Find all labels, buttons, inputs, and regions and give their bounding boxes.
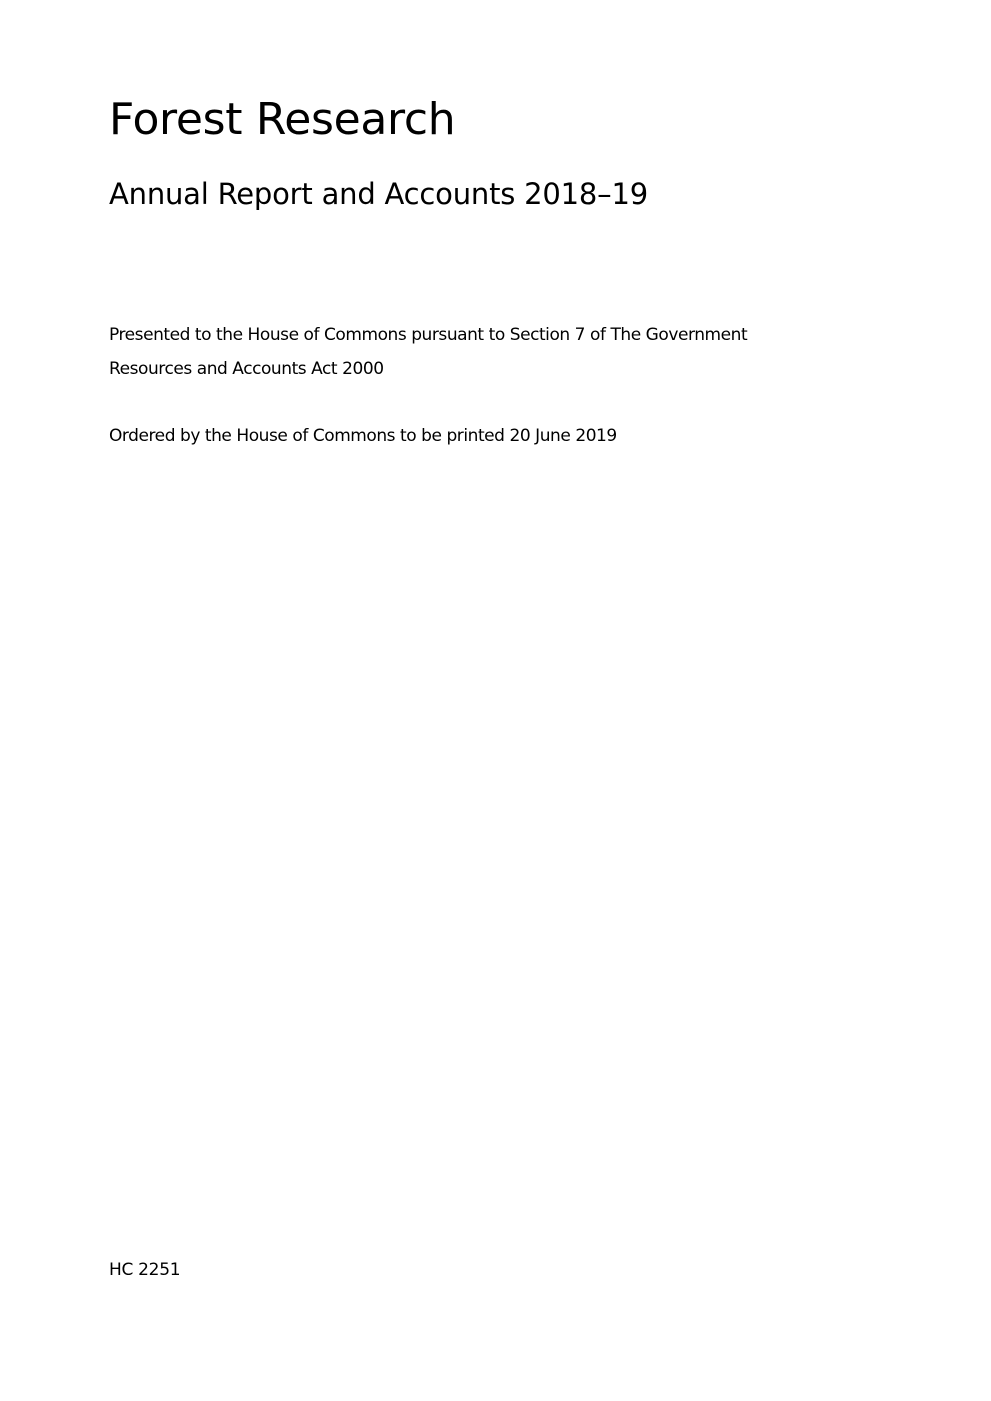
ordered-statement: Ordered by the House of Commons to be printed 20 June 2019: [109, 426, 617, 446]
presented-statement-line-2: Resources and Accounts Act 2000: [109, 359, 384, 379]
document-title: Forest Research: [109, 94, 456, 145]
presented-statement-line-1: Presented to the House of Commons pursuant to Section 7 of The Government: [109, 325, 748, 345]
presented-statement: [109, 318, 869, 386]
document-subtitle: Annual Report and Accounts 2018–19: [109, 177, 648, 211]
hc-number: HC 2251: [109, 1260, 181, 1280]
